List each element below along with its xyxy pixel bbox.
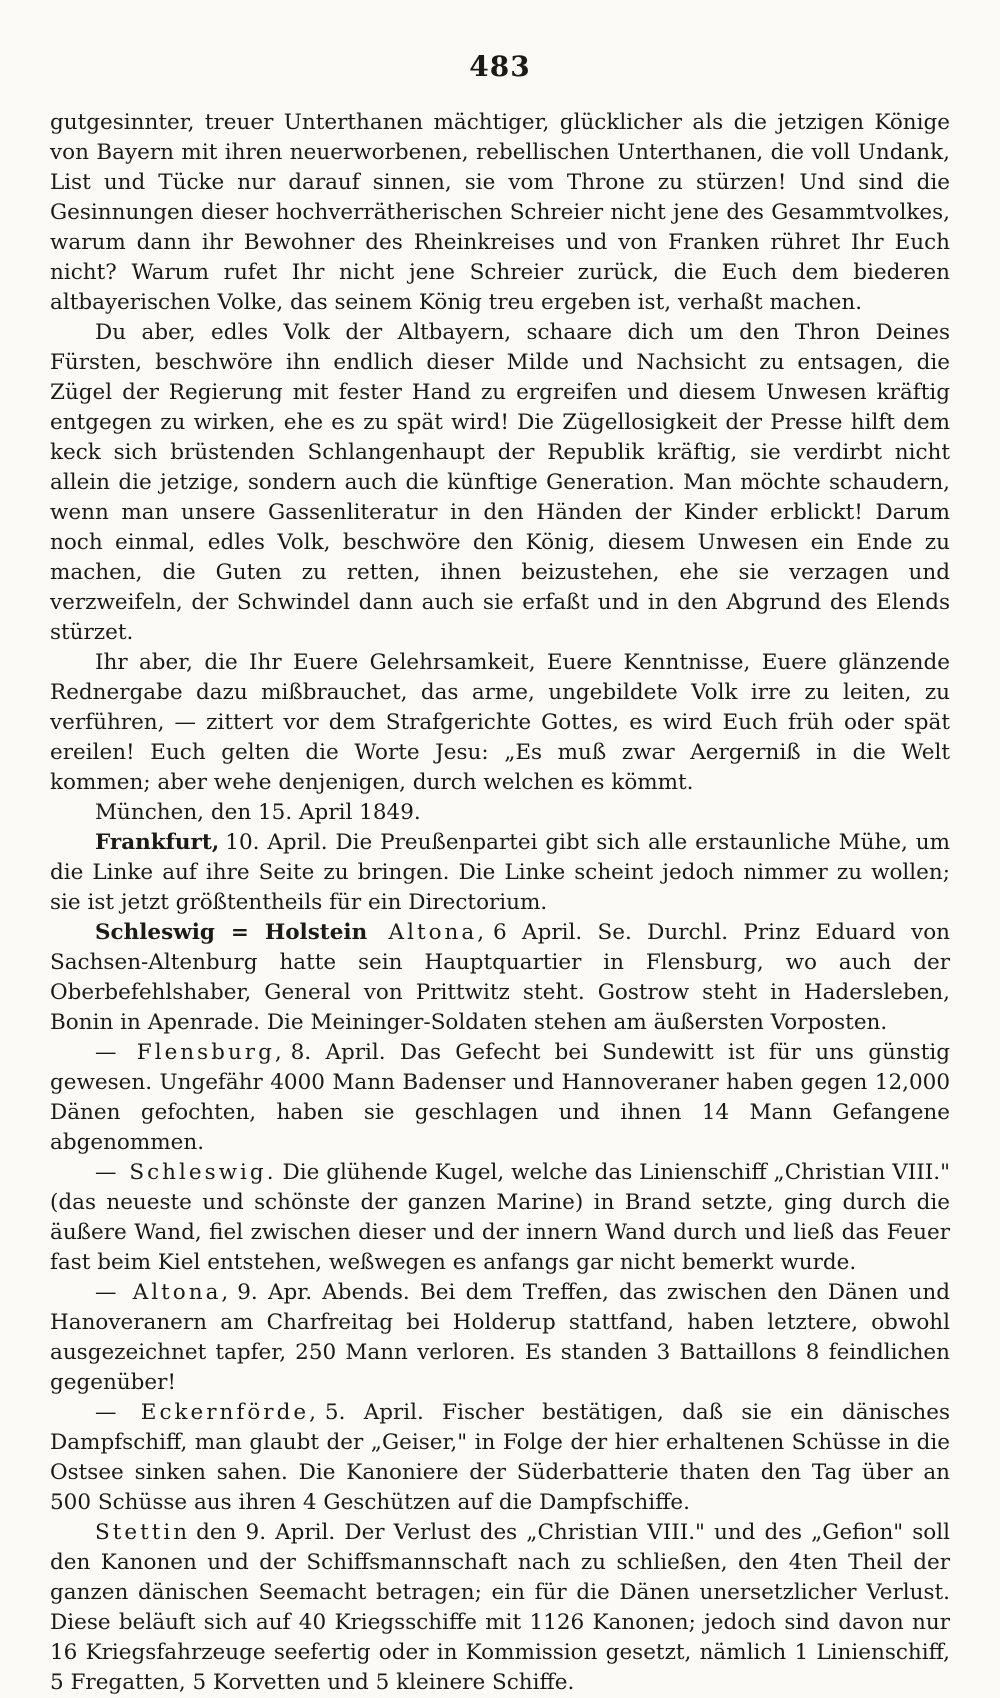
- schleswig-holstein-text: 6 April. Se. Durchl. Prinz Eduard von Sachsen-Altenburg hatte sein Hauptquartier in Flensburg, wo auch der Oberbefehlshaber, General von Prittwitz steht. Gostrow steht in Hadersleben, Bonin in Apenrade. Die Meininger-Soldaten stehen am äußersten Vorposten.: [50, 920, 950, 1035]
- stettin-report: [50, 1518, 950, 1698]
- paragraph-1: gutgesinnter, treuer Unterthanen mächtiger, glücklicher als die jetzigen Könige von Bayern mit ihren neuerworbenen, rebellischen Unterthanen, die voll Undank, List und Tücke nur darauf sinnen, sie vom Throne zu stürzen! Und sind die Gesinnungen dieser hochverrätherischen Schreier nicht jene des Gesammtvolkes, warum dann ihr Bewohner des Rheinkreises und von Franken rühret Ihr Euch nicht? Warum rufet Ihr nicht jene Schreier zurück, die Euch dem biederen altbayerischen Volke, das seinem König treu ergeben ist, verhaßt machen.: [50, 110, 950, 315]
- schleswig-holstein-report: [50, 918, 950, 1038]
- altona-text: 9. Apr. Abends. Bei dem Treffen, das zwischen den Dänen und Hanoveranern am Charfreitag bei Holderup stattfand, haben letztere, obwohl ausgezeichnet tapfer, 250 Mann verloren. Es standen 3 Battaillons 8 feindlichen gegenüber!: [50, 1280, 950, 1395]
- schleswig-holstein-heading: Schleswig = Holstein: [95, 920, 368, 945]
- schleswig-text: Die glühende Kugel, welche das Linienschiff „Christian VIII." (das neueste und schönste der ganzen Marine) in Brand setzte, ging durch die äußere Wand, fiel zwischen dieser und der innern Wand durch und ließ das Feuer fast beim Kiel entstehen, weßwegen es anfangs gar nicht bemerkt wurde.: [50, 1160, 950, 1275]
- stettin-text: den 9. April. Der Verlust des „Christian VIII." und des „Gefion" soll den Kanonen und der Schiffsmannschaft nach zu schließen, den 4ten Theil der ganzen dänischen Seemacht betragen; ein für die Dänen unersetzlicher Verlust. Diese beläuft sich auf 40 Kriegsschiffe mit 1126 Kanonen; jedoch sind davon nur 16 Kriegsfahrzeuge seefertig oder in Kommission gesetzt, nämlich 1 Linienschiff, 5 Fregatten, 5 Korvetten und 5 kleinere Schiffe.: [50, 1520, 950, 1695]
- frankfurt-heading: Frankfurt,: [95, 830, 220, 855]
- dateline: München, den 15. April 1849.: [95, 800, 421, 825]
- flensburg-text: 8. April. Das Gefecht bei Sundewitt ist für uns günstig gewesen. Ungefähr 4000 Mann Badenser und Hannoveraner haben gegen 12,000 Dänen gefochten, haben sie geschlagen und ihnen 14 Mann Gefangene abgenommen.: [50, 1040, 950, 1155]
- altona-2-place: — Altona,: [95, 1280, 232, 1305]
- eckernfoerde-text: 5. April. Fischer bestätigen, daß sie ein dänisches Dampfschiff, man glaubt der „Geiser," in Folge der hier erhaltenen Schüsse in die Ostsee sinken sahen. Die Kanoniere der Süderbatterie thaten den Tag über an 500 Schüsse aus ihren 4 Geschützen auf die Dampfschiffe.: [50, 1400, 950, 1515]
- flensburg-place: — Flensburg,: [95, 1040, 285, 1065]
- altona-report: [50, 1278, 950, 1398]
- frankfurt-text: 10. April. Die Preußenpartei gibt sich alle erstaunliche Mühe, um die Linke auf ihre Seite zu bringen. Die Linke scheint jedoch nimmer zu wollen; sie ist jetzt größtentheils für ein Directorium.: [50, 830, 950, 915]
- paragraph-2: Du aber, edles Volk der Altbayern, schaare dich um den Thron Deines Fürsten, beschwöre ihn endlich dieser Milde und Nachsicht zu entsagen, die Zügel der Regierung mit fester Hand zu ergreifen und diesem Unwesen kräftig entgegen zu wirken, ehe es zu spät wird! Die Zügellosigkeit der Presse hilft dem keck sich brüstenden Schlangenhaupt der Republik kräftig, sie verdirbt nicht allein die jetzige, sondern auch die künftige Generation. Man möchte schaudern, wenn man unsere Gassenliteratur in den Händen der Kinder erblickt! Darum noch einmal, edles Volk, beschwöre den König, diesem Unwesen ein Ende zu machen, die Guten zu retten, ihnen beizustehen, ehe sie verzagen und verzweifeln, der Schwindel dann auch sie erfaßt und in den Abgrund des Elends stürzet.: [50, 320, 950, 645]
- stettin-place: Stettin: [95, 1520, 191, 1545]
- eckernfoerde-report: [50, 1398, 950, 1518]
- schleswig-place: — Schleswig.: [95, 1160, 277, 1185]
- schleswig-report: [50, 1158, 950, 1278]
- flensburg-report: [50, 1038, 950, 1158]
- frankfurt-report: [50, 828, 950, 918]
- eckernfoerde-place: — Eckernförde,: [95, 1400, 319, 1425]
- article-body: [50, 108, 950, 1698]
- paragraph-3: Ihr aber, die Ihr Euere Gelehrsamkeit, Euere Kenntnisse, Euere glänzende Rednergabe dazu mißbrauchet, das arme, ungebildete Volk irre zu leiten, zu verführen, — zittert vor dem Strafgerichte Gottes, es wird Euch früh oder spät ereilen! Euch gelten die Worte Jesu: „Es muß zwar Aergerniß in die Welt kommen; aber wehe denjenigen, durch welchen es kömmt.: [50, 650, 950, 795]
- page-number: 483: [469, 50, 531, 83]
- altona-place: Altona,: [388, 920, 488, 945]
